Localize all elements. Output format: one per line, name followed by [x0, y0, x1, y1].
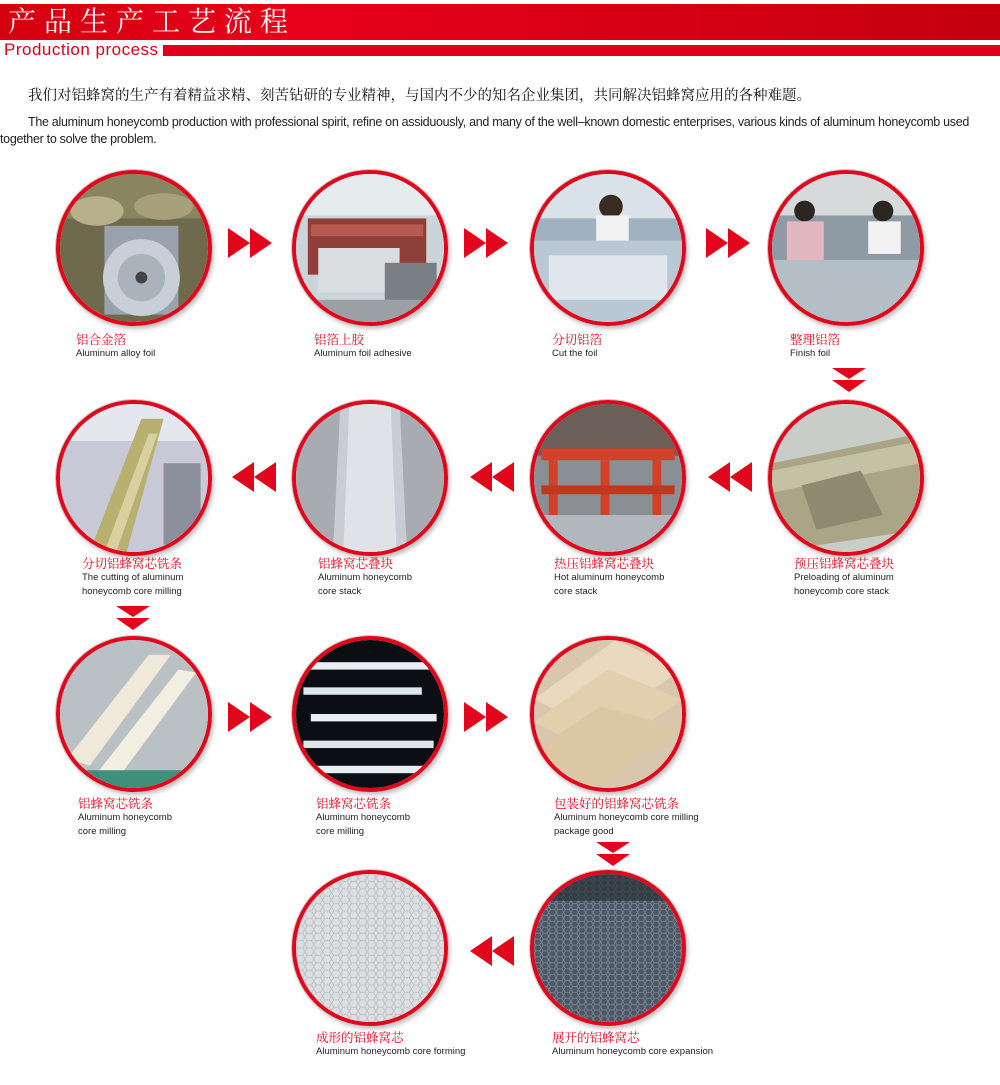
arrow-down-icon — [832, 368, 866, 392]
photo-core-milling-1 — [56, 636, 212, 792]
caption-step-5: 预压铝蜂窝芯叠块 Preloading of aluminum honeycomb core stack — [794, 556, 895, 597]
photo-finish-foil — [768, 170, 924, 326]
caption-step-10: 铝蜂窝芯铣条 Aluminum honeycomb core milling — [316, 796, 410, 837]
photo-cut-the-foil — [530, 170, 686, 326]
arrow-left-icon — [706, 462, 752, 492]
banner-stripe — [160, 45, 1000, 56]
photo-core-stack — [292, 400, 448, 556]
arrow-down-icon — [116, 606, 150, 630]
photo-cutting-core-milling — [56, 400, 212, 556]
photo-aluminum-alloy-foil — [56, 170, 212, 326]
arrow-right-icon — [228, 702, 274, 732]
caption-step-2: 铝箔上胶 Aluminum foil adhesive — [314, 332, 412, 359]
header-banner — [0, 0, 1000, 58]
page-subtitle: Production process — [0, 40, 163, 60]
arrow-right-icon — [464, 228, 510, 258]
arrow-right-icon — [464, 702, 510, 732]
caption-step-8: 分切铝蜂窝芯铣条 The cutting of aluminum honeycomb core milling — [82, 556, 184, 597]
caption-step-6: 热压铝蜂窝芯叠块 Hot aluminum honeycomb core stack — [554, 556, 665, 597]
photo-aluminum-foil-adhesive — [292, 170, 448, 326]
caption-step-11: 包装好的铝蜂窝芯铣条 Aluminum honeycomb core milling package good — [554, 796, 699, 837]
arrow-left-icon — [230, 462, 276, 492]
page-title: 产品生产工艺流程 — [8, 5, 297, 38]
photo-core-milling-2 — [292, 636, 448, 792]
photo-preloading-stack — [768, 400, 924, 556]
photo-core-forming — [292, 870, 448, 1026]
caption-step-13: 成形的铝蜂窝芯 Aluminum honeycomb core forming — [316, 1030, 466, 1057]
arrow-down-icon — [596, 842, 630, 866]
arrow-left-icon — [468, 462, 514, 492]
caption-step-1: 铝合金箔 Aluminum alloy foil — [76, 332, 156, 359]
caption-step-9: 铝蜂窝芯铣条 Aluminum honeycomb core milling — [78, 796, 172, 837]
arrow-right-icon — [228, 228, 274, 258]
caption-step-3: 分切铝箔 Cut the foil — [552, 332, 603, 359]
arrow-right-icon — [706, 228, 752, 258]
caption-step-4: 整理铝箔 Finish foil — [790, 332, 841, 359]
intro-english: The aluminum honeycomb production with professional spirit, refine on assiduously, and many of the well–known domestic enterprises, various kinds of aluminum honeycomb used together to solve the problem. — [0, 115, 970, 146]
caption-step-7: 铝蜂窝芯叠块 Aluminum honeycomb core stack — [318, 556, 412, 597]
photo-packaged-milling — [530, 636, 686, 792]
arrow-left-icon — [468, 936, 514, 966]
photo-hot-press-stack — [530, 400, 686, 556]
caption-step-12: 展开的铝蜂窝芯 Aluminum honeycomb core expansion — [552, 1030, 714, 1057]
photo-core-expansion — [530, 870, 686, 1026]
intro-chinese: 我们对铝蜂窝的生产有着精益求精、刻苦钻研的专业精神，与国内不少的知名企业集团，共同解决铝蜂窝应用的各种难题。 — [28, 88, 811, 104]
